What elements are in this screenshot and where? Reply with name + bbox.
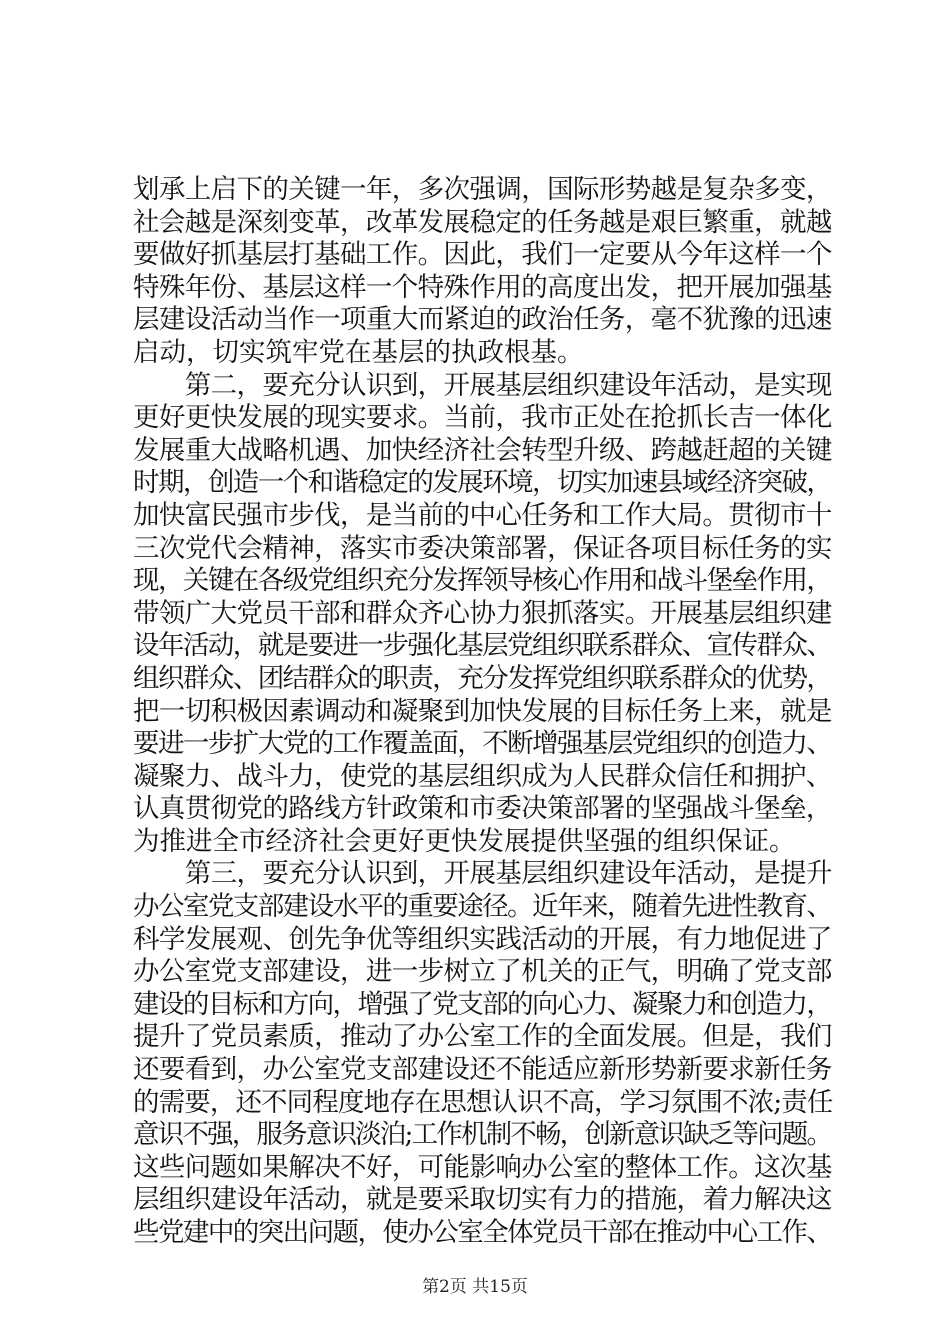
text-line: 带领广大党员干部和群众齐心协力狠抓落实。开展基层组织建 [133, 597, 832, 629]
text-line: 这些问题如果解决不好，可能影响办公室的整体工作。这次基 [133, 1151, 832, 1183]
text-line: 层建设活动当作一项重大而紧迫的政治任务，毫不犹豫的迅速 [133, 304, 832, 336]
body-text [133, 174, 833, 1250]
text-line: 现，关键在各级党组织充分发挥领导核心作用和战斗堡垒作用， [133, 565, 832, 597]
text-line: 办公室党支部建设水平的重要途径。近年来，随着先进性教育、 [133, 891, 832, 923]
text-line: 时期，创造一个和谐稳定的发展环境，切实加速县域经济突破， [133, 467, 832, 499]
text-line: 层组织建设年活动，就是要采取切实有力的措施，着力解决这 [133, 1184, 832, 1216]
text-line: 更好更快发展的现实要求。当前，我市正处在抢抓长吉一体化 [133, 402, 832, 434]
text-line: 第三，要充分认识到，开展基层组织建设年活动，是提升 [133, 858, 832, 890]
text-line: 的需要，还不同程度地存在思想认识不高，学习氛围不浓;责任 [133, 1086, 833, 1118]
text-line: 要做好抓基层打基础工作。因此，我们一定要从今年这样一个 [133, 239, 832, 271]
text-line: 设年活动，就是要进一步强化基层党组织联系群众、宣传群众、 [133, 630, 832, 662]
text-line: 科学发展观、创先争优等组织实践活动的开展，有力地促进了 [133, 923, 832, 955]
text-line: 第二，要充分认识到，开展基层组织建设年活动，是实现 [133, 369, 832, 401]
text-line: 认真贯彻党的路线方针政策和市委决策部署的坚强战斗堡垒， [133, 793, 832, 825]
text-line: 三次党代会精神，落实市委决策部署，保证各项目标任务的实 [133, 532, 832, 564]
text-line: 办公室党支部建设，进一步树立了机关的正气，明确了党支部 [133, 956, 832, 988]
text-line: 加快富民强市步伐，是当前的中心任务和工作大局。贯彻市十 [133, 499, 832, 531]
text-line: 为推进全市经济社会更好更快发展提供坚强的组织保证。 [133, 825, 796, 857]
page-number-footer: 第2页 共15页 [422, 1277, 528, 1297]
text-line: 启动，切实筑牢党在基层的执政根基。 [133, 336, 584, 368]
text-line: 社会越是深刻变革，改革发展稳定的任务越是艰巨繁重，就越 [133, 206, 832, 238]
text-line: 发展重大战略机遇、加快经济社会转型升级、跨越赶超的关键 [133, 434, 832, 466]
text-line: 建设的目标和方向，增强了党支部的向心力、凝聚力和创造力， [133, 988, 832, 1020]
text-line: 还要看到，办公室党支部建设还不能适应新形势新要求新任务 [133, 1054, 832, 1086]
text-line: 意识不强，服务意识淡泊;工作机制不畅，创新意识缺乏等问题。 [133, 1119, 832, 1151]
text-line: 划承上启下的关键一年，多次强调，国际形势越是复杂多变， [133, 174, 832, 205]
text-line: 提升了党员素质，推动了办公室工作的全面发展。但是，我们 [133, 1021, 832, 1053]
text-line: 组织群众、团结群众的职责，充分发挥党组织联系群众的优势， [133, 662, 832, 694]
text-line: 要进一步扩大党的工作覆盖面，不断增强基层党组织的创造力、 [133, 728, 832, 760]
text-line: 把一切积极因素调动和凝聚到加快发展的目标任务上来，就是 [133, 695, 832, 727]
text-line: 些党建中的突出问题，使办公室全体党员干部在推动中心工作、 [133, 1217, 832, 1248]
text-line: 特殊年份、基层这样一个特殊作用的高度出发，把开展加强基 [133, 271, 832, 303]
text-line: 凝聚力、战斗力，使党的基层组织成为人民群众信任和拥护、 [133, 760, 832, 792]
